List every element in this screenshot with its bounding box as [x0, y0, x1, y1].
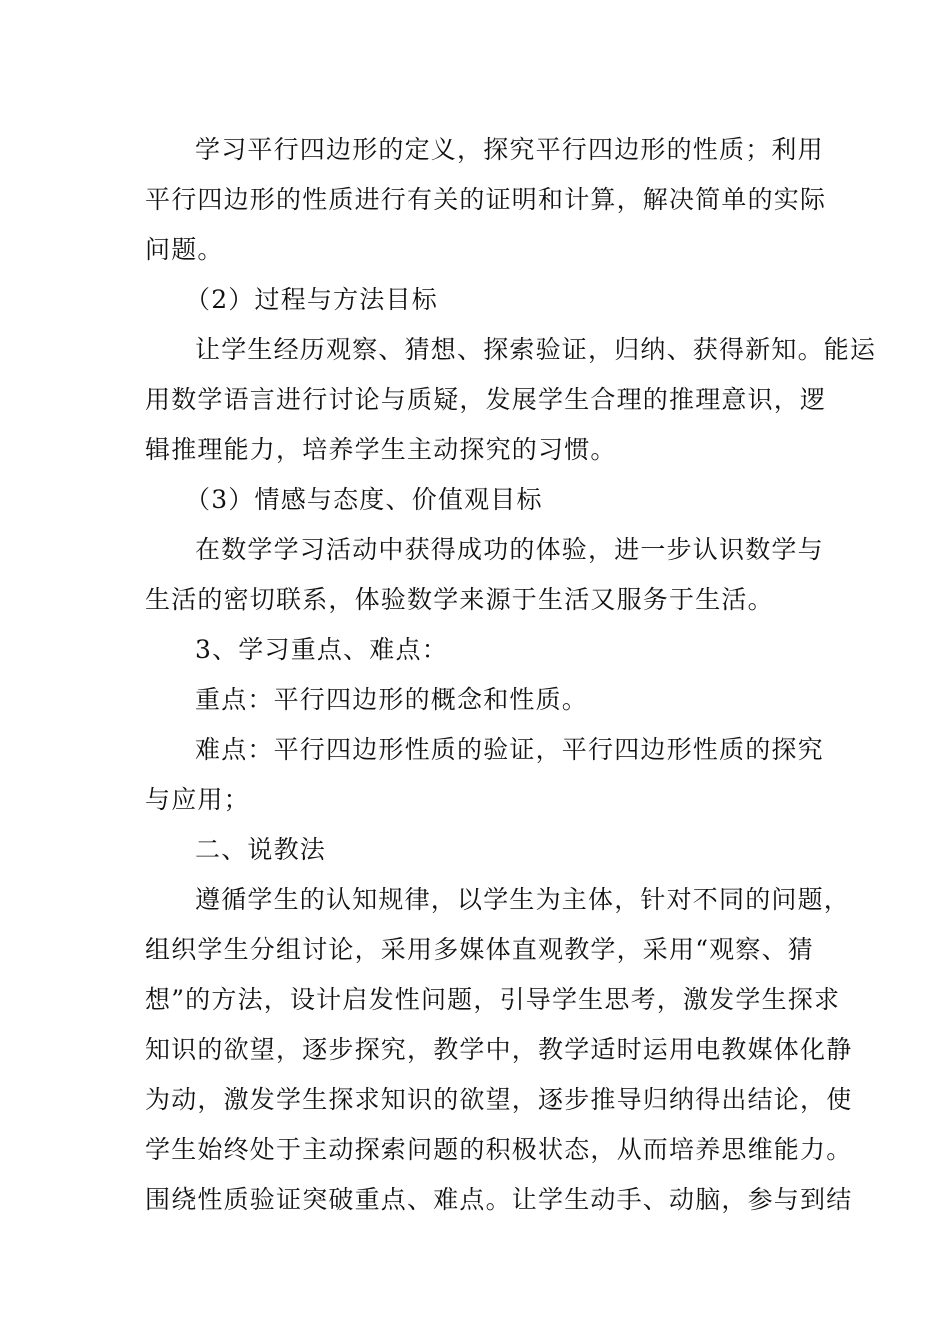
paragraph-line: 在数学学习活动中获得成功的体验，进一步认识数学与: [195, 535, 824, 564]
paragraph-line: 平行四边形的性质进行有关的证明和计算，解决简单的实际: [145, 185, 827, 214]
paragraph-line: 学习平行四边形的定义，探究平行四边形的性质；利用: [195, 135, 824, 164]
paragraph-line: 用数学语言进行讨论与质疑，发展学生合理的推理意识，逻: [145, 385, 827, 414]
paragraph-line: 学生始终处于主动探索问题的积极状态，从而培养思维能力。: [145, 1135, 853, 1164]
paragraph-line: 生活的密切联系，体验数学来源于生活又服务于生活。: [145, 585, 774, 614]
paragraph-line: 为动，激发学生探求知识的欲望，逐步推导归纳得出结论，使: [145, 1085, 853, 1114]
paragraph-line: 遵循学生的认知规律，以学生为主体，针对不同的问题，: [195, 885, 851, 914]
section-heading: （2）过程与方法目标: [185, 285, 438, 314]
section-heading: （3）情感与态度、价值观目标: [185, 485, 543, 514]
paragraph-line: 重点：平行四边形的概念和性质。: [195, 685, 589, 714]
paragraph-line: 围绕性质验证突破重点、难点。让学生动手、动脑，参与到结: [145, 1185, 853, 1214]
paragraph-line: 辑推理能力，培养学生主动探究的习惯。: [145, 435, 617, 464]
paragraph-line: 与应用；: [145, 785, 250, 814]
paragraph-line: 知识的欲望，逐步探究，教学中，教学适时运用电教媒体化静: [145, 1035, 853, 1064]
paragraph-line: 难点：平行四边形性质的验证，平行四边形性质的探究: [195, 735, 824, 764]
paragraph-line: 想”的方法，设计启发性问题，引导学生思考，激发学生探求: [145, 985, 841, 1014]
section-heading: 3、学习重点、难点：: [195, 635, 448, 664]
paragraph-line: 让学生经历观察、猜想、探索验证，归纳、获得新知。能运: [195, 335, 877, 364]
paragraph-line: 问题。: [145, 235, 224, 264]
section-heading: 二、说教法: [195, 835, 327, 864]
paragraph-line: 组织学生分组讨论，采用多媒体直观教学，采用“观察、猜: [145, 935, 814, 964]
